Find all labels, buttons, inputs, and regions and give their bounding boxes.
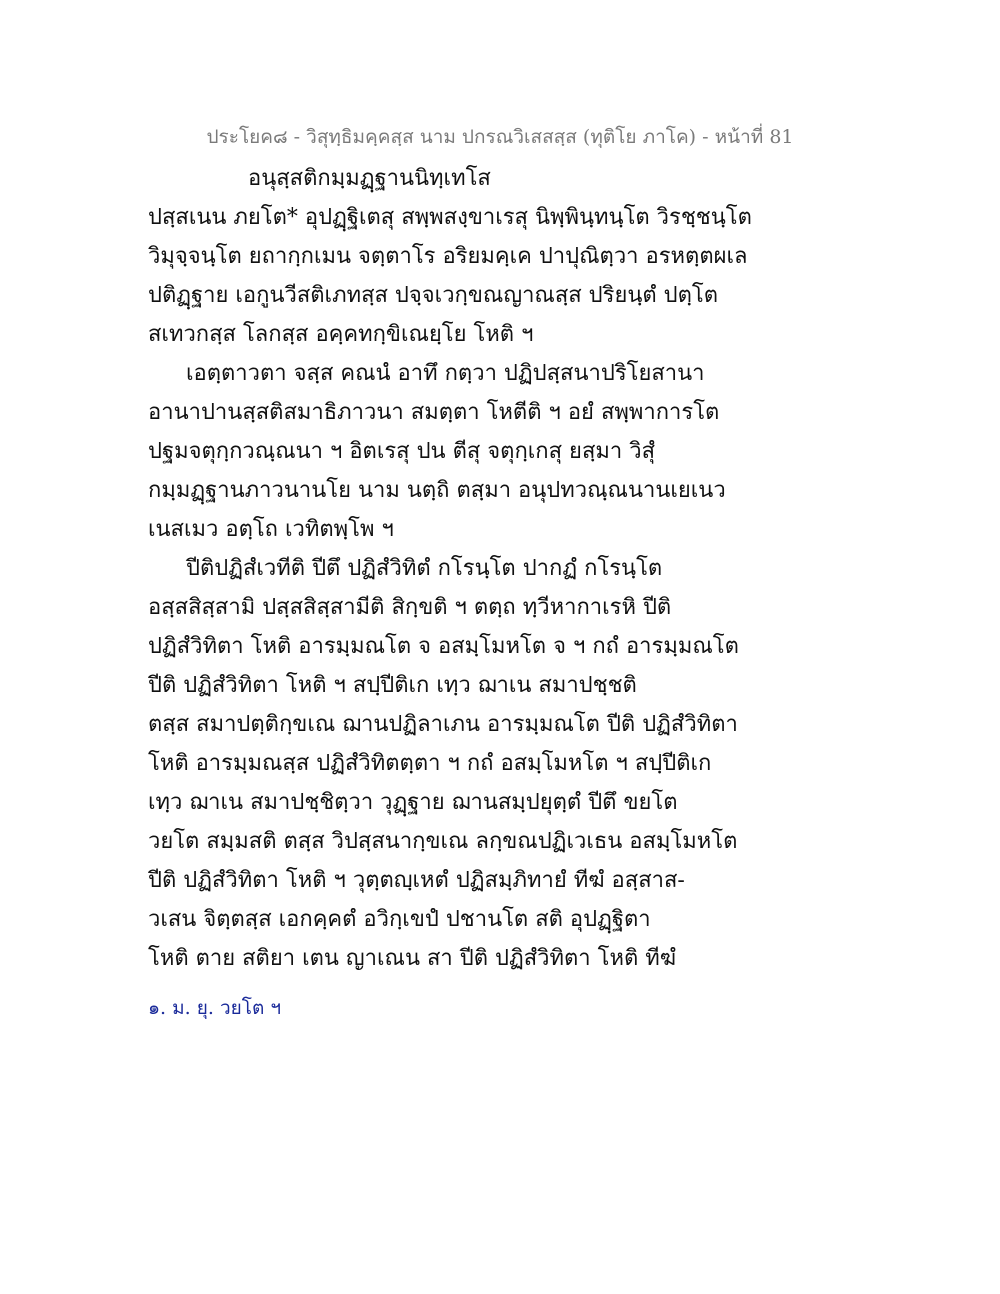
text-line: อสฺสสิสฺสามิ ปสฺสสิสฺสามีติ สิกฺขติ ฯ ตตฺถ ทฺวีหากาเรหิ ปีติ [148, 595, 672, 620]
paragraph-first-line: ปีติปฏิสํเวทีติ ปีตึ ปฏิสํวิทิตํ กโรนฺโต ปากฏํ กโรนฺโต [186, 556, 663, 581]
text-line: ปติฏฺฐาย เอกูนวีสติเภทสฺส ปจฺจเวกฺขณญาณสฺส ปริยนฺตํ ปตฺโต [148, 283, 719, 308]
text-line: อานาปานสฺสติสมาธิภาวนา สมตฺตา โหตีติ ฯ อยํ สพฺพาการโต [148, 400, 720, 425]
text-line: โหติ ตาย สติยา เตน ญาเณน สา ปีติ ปฏิสํวิทิตา โหติ ทีฆํ [148, 946, 677, 971]
text-line: เนสเมว อตฺโถ เวทิตพฺโพ ฯ [148, 517, 394, 542]
paragraph-first-line: เอตฺตาวตา จสฺส คณนํ อาทึ กตฺวา ปฏิปสฺสนาปริโยสานา [186, 361, 705, 386]
text-line: ตสฺส สมาปตฺติกฺขเณ ฌานปฏิลาเภน อารมฺมณโต ปีติ ปฏิสํวิทิตา [148, 712, 738, 737]
text-line: โหติ อารมฺมณสฺส ปฏิสํวิทิตตฺตา ฯ กถํ อสมฺโมหโต ฯ สปฺปีติเก [148, 751, 712, 776]
text-line: กมฺมฏฺฐานภาวนานโย นาม นตฺถิ ตสฺมา อนุปทวณฺณนานเยเนว [148, 478, 726, 503]
text-line: ปฏิสํวิทิตา โหติ อารมฺมณโต จ อสมฺโมหโต จ ฯ กถํ อารมฺมณโต [148, 634, 739, 659]
section-title: อนุสฺสติกมฺมฏฺฐานนิทฺเทโส [248, 166, 491, 191]
text-line: วิมุจฺจนฺโต ยถากฺกเมน จตฺตาโร อริยมคฺเค ปาปุณิตฺวา อรหตฺตผเล [148, 244, 748, 269]
text-line: ปสฺสเนน ภยโต* อุปฏฺฐิเตสุ สพฺพสงฺขาเรสุ นิพฺพินฺทนฺโต วิรชฺชนฺโต [148, 205, 752, 230]
text-line: วเสน จิตฺตสฺส เอกคฺคตํ อวิกฺเขปํ ปชานโต สติ อุปฏฺฐิตา [148, 907, 651, 932]
footnote: ๑. ม. ยุ. วยโต ฯ [148, 997, 282, 1019]
text-line: เทฺว ฌาเน สมาปชฺชิตฺวา วุฏฺฐาย ฌานสมฺปยุตฺตํ ปีตึ ขยโต [148, 790, 678, 815]
body-text [148, 198, 848, 978]
text-line: สเทวกสฺส โลกสฺส อคฺคทกฺขิเณยฺโย โหติ ฯ [148, 322, 534, 347]
text-line: วยโต สมฺมสติ ตสฺส วิปสฺสนากฺขเณ ลกฺขณปฏิเวเธน อสมฺโมหโต [148, 829, 738, 854]
text-line: ปีติ ปฏิสํวิทิตา โหติ ฯ สปฺปีติเก เทฺว ฌาเน สมาปชฺชติ [148, 673, 637, 698]
text-line: ปฐมจตุกฺกวณฺณนา ฯ อิตเรสุ ปน ตีสุ จตุกฺเกสุ ยสฺมา วิสุํ [148, 439, 655, 464]
running-head: ประโยค๘ - วิสุทฺธิมคฺคสฺส นาม ปกรณวิเสสสฺส (ทุติโย ภาโค) - หน้าที่ 81 [206, 126, 794, 148]
text-line: ปีติ ปฏิสํวิทิตา โหติ ฯ วุตฺตญฺเหตํ ปฏิสมฺภิทายํ ทีฆํ อสฺสาส- [148, 868, 685, 893]
